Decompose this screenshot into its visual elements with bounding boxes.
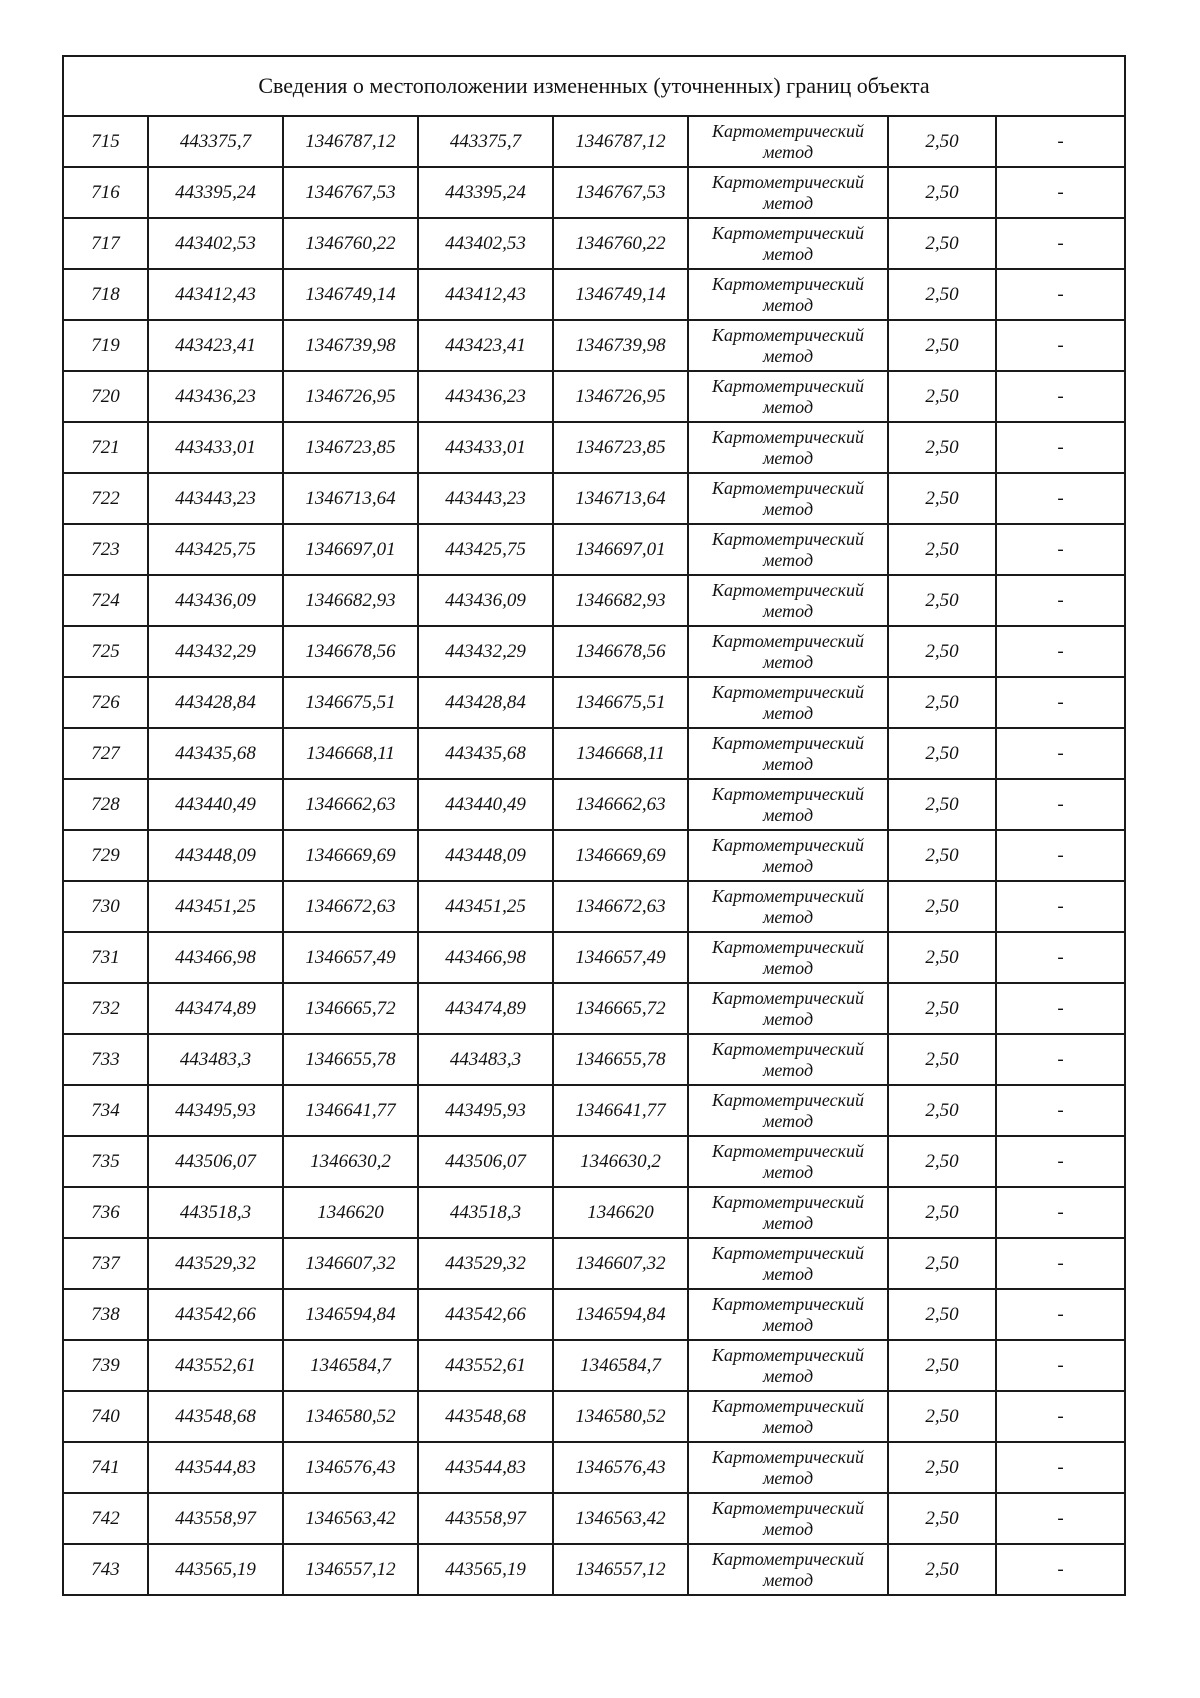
x-refined-cell: 443451,25: [418, 881, 553, 932]
accuracy-cell: 2,50: [888, 422, 996, 473]
note-cell: -: [996, 167, 1125, 218]
y-refined-cell: 1346580,52: [553, 1391, 688, 1442]
x-refined-cell: 443436,09: [418, 575, 553, 626]
x-existing-cell: 443395,24: [148, 167, 283, 218]
accuracy-cell: 2,50: [888, 1238, 996, 1289]
note-cell: -: [996, 1442, 1125, 1493]
x-existing-cell: 443433,01: [148, 422, 283, 473]
y-refined-cell: 1346563,42: [553, 1493, 688, 1544]
x-existing-cell: 443495,93: [148, 1085, 283, 1136]
method-cell: Картометрический метод: [688, 524, 888, 575]
x-refined-cell: 443506,07: [418, 1136, 553, 1187]
note-cell: -: [996, 881, 1125, 932]
y-existing-cell: 1346723,85: [283, 422, 418, 473]
x-refined-cell: 443542,66: [418, 1289, 553, 1340]
y-existing-cell: 1346767,53: [283, 167, 418, 218]
accuracy-cell: 2,50: [888, 218, 996, 269]
table-row: [63, 1340, 1125, 1391]
y-refined-cell: 1346584,7: [553, 1340, 688, 1391]
note-cell: -: [996, 932, 1125, 983]
point-number-cell: 729: [63, 830, 148, 881]
note-cell: -: [996, 983, 1125, 1034]
accuracy-cell: 2,50: [888, 575, 996, 626]
accuracy-cell: 2,50: [888, 1493, 996, 1544]
x-refined-cell: 443412,43: [418, 269, 553, 320]
y-refined-cell: 1346675,51: [553, 677, 688, 728]
point-number-cell: 721: [63, 422, 148, 473]
x-existing-cell: 443548,68: [148, 1391, 283, 1442]
x-refined-cell: 443425,75: [418, 524, 553, 575]
y-refined-cell: 1346726,95: [553, 371, 688, 422]
accuracy-cell: 2,50: [888, 371, 996, 422]
y-existing-cell: 1346576,43: [283, 1442, 418, 1493]
x-refined-cell: 443548,68: [418, 1391, 553, 1442]
point-number-cell: 733: [63, 1034, 148, 1085]
y-existing-cell: 1346713,64: [283, 473, 418, 524]
x-existing-cell: 443443,23: [148, 473, 283, 524]
table-row: [63, 983, 1125, 1034]
note-cell: -: [996, 269, 1125, 320]
y-existing-cell: 1346682,93: [283, 575, 418, 626]
accuracy-cell: 2,50: [888, 626, 996, 677]
note-cell: -: [996, 1391, 1125, 1442]
y-refined-cell: 1346630,2: [553, 1136, 688, 1187]
y-refined-cell: 1346760,22: [553, 218, 688, 269]
method-cell: Картометрический метод: [688, 1136, 888, 1187]
y-refined-cell: 1346749,14: [553, 269, 688, 320]
accuracy-cell: 2,50: [888, 1340, 996, 1391]
table-row: [63, 1034, 1125, 1085]
x-refined-cell: 443448,09: [418, 830, 553, 881]
accuracy-cell: 2,50: [888, 1544, 996, 1595]
x-refined-cell: 443474,89: [418, 983, 553, 1034]
point-number-cell: 720: [63, 371, 148, 422]
note-cell: -: [996, 116, 1125, 167]
method-cell: Картометрический метод: [688, 1289, 888, 1340]
x-existing-cell: 443483,3: [148, 1034, 283, 1085]
point-number-cell: 741: [63, 1442, 148, 1493]
table-row: [63, 728, 1125, 779]
y-refined-cell: 1346697,01: [553, 524, 688, 575]
y-existing-cell: 1346672,63: [283, 881, 418, 932]
table-row: [63, 779, 1125, 830]
y-existing-cell: 1346563,42: [283, 1493, 418, 1544]
method-cell: Картометрический метод: [688, 626, 888, 677]
y-refined-cell: 1346678,56: [553, 626, 688, 677]
x-refined-cell: 443518,3: [418, 1187, 553, 1238]
accuracy-cell: 2,50: [888, 983, 996, 1034]
y-existing-cell: 1346678,56: [283, 626, 418, 677]
y-existing-cell: 1346584,7: [283, 1340, 418, 1391]
y-refined-cell: 1346557,12: [553, 1544, 688, 1595]
point-number-cell: 743: [63, 1544, 148, 1595]
x-existing-cell: 443432,29: [148, 626, 283, 677]
x-existing-cell: 443412,43: [148, 269, 283, 320]
method-cell: Картометрический метод: [688, 1442, 888, 1493]
table-row: [63, 1442, 1125, 1493]
document-page: [62, 55, 1124, 1596]
table-row: [63, 1136, 1125, 1187]
note-cell: -: [996, 218, 1125, 269]
note-cell: -: [996, 371, 1125, 422]
note-cell: -: [996, 524, 1125, 575]
y-existing-cell: 1346580,52: [283, 1391, 418, 1442]
method-cell: Картометрический метод: [688, 116, 888, 167]
note-cell: -: [996, 575, 1125, 626]
table-row: [63, 575, 1125, 626]
x-existing-cell: 443423,41: [148, 320, 283, 371]
x-existing-cell: 443425,75: [148, 524, 283, 575]
method-cell: Картометрический метод: [688, 932, 888, 983]
x-existing-cell: 443375,7: [148, 116, 283, 167]
accuracy-cell: 2,50: [888, 932, 996, 983]
note-cell: -: [996, 830, 1125, 881]
y-existing-cell: 1346697,01: [283, 524, 418, 575]
y-refined-cell: 1346657,49: [553, 932, 688, 983]
y-refined-cell: 1346607,32: [553, 1238, 688, 1289]
accuracy-cell: 2,50: [888, 320, 996, 371]
y-existing-cell: 1346557,12: [283, 1544, 418, 1595]
accuracy-cell: 2,50: [888, 1289, 996, 1340]
method-cell: Картометрический метод: [688, 983, 888, 1034]
accuracy-cell: 2,50: [888, 473, 996, 524]
method-cell: Картометрический метод: [688, 218, 888, 269]
y-refined-cell: 1346576,43: [553, 1442, 688, 1493]
x-existing-cell: 443440,49: [148, 779, 283, 830]
x-refined-cell: 443466,98: [418, 932, 553, 983]
point-number-cell: 734: [63, 1085, 148, 1136]
point-number-cell: 726: [63, 677, 148, 728]
method-cell: Картометрический метод: [688, 830, 888, 881]
method-cell: Картометрический метод: [688, 677, 888, 728]
y-refined-cell: 1346594,84: [553, 1289, 688, 1340]
point-number-cell: 742: [63, 1493, 148, 1544]
point-number-cell: 719: [63, 320, 148, 371]
y-existing-cell: 1346675,51: [283, 677, 418, 728]
x-refined-cell: 443435,68: [418, 728, 553, 779]
accuracy-cell: 2,50: [888, 830, 996, 881]
y-existing-cell: 1346726,95: [283, 371, 418, 422]
accuracy-cell: 2,50: [888, 779, 996, 830]
x-existing-cell: 443518,3: [148, 1187, 283, 1238]
point-number-cell: 736: [63, 1187, 148, 1238]
y-refined-cell: 1346787,12: [553, 116, 688, 167]
point-number-cell: 738: [63, 1289, 148, 1340]
note-cell: -: [996, 1187, 1125, 1238]
x-refined-cell: 443495,93: [418, 1085, 553, 1136]
table-row: [63, 269, 1125, 320]
note-cell: -: [996, 1034, 1125, 1085]
table-row: [63, 677, 1125, 728]
accuracy-cell: 2,50: [888, 1085, 996, 1136]
point-number-cell: 731: [63, 932, 148, 983]
x-existing-cell: 443428,84: [148, 677, 283, 728]
y-refined-cell: 1346668,11: [553, 728, 688, 779]
x-existing-cell: 443448,09: [148, 830, 283, 881]
x-refined-cell: 443402,53: [418, 218, 553, 269]
method-cell: Картометрический метод: [688, 1340, 888, 1391]
y-existing-cell: 1346665,72: [283, 983, 418, 1034]
y-existing-cell: 1346787,12: [283, 116, 418, 167]
x-existing-cell: 443544,83: [148, 1442, 283, 1493]
y-existing-cell: 1346657,49: [283, 932, 418, 983]
x-refined-cell: 443483,3: [418, 1034, 553, 1085]
point-number-cell: 730: [63, 881, 148, 932]
y-existing-cell: 1346739,98: [283, 320, 418, 371]
y-existing-cell: 1346760,22: [283, 218, 418, 269]
point-number-cell: 735: [63, 1136, 148, 1187]
method-cell: Картометрический метод: [688, 1085, 888, 1136]
table-row: [63, 932, 1125, 983]
table-row: [63, 1238, 1125, 1289]
table-row: [63, 1289, 1125, 1340]
table-row: [63, 167, 1125, 218]
y-existing-cell: 1346749,14: [283, 269, 418, 320]
x-existing-cell: 443466,98: [148, 932, 283, 983]
x-refined-cell: 443552,61: [418, 1340, 553, 1391]
y-refined-cell: 1346665,72: [553, 983, 688, 1034]
y-existing-cell: 1346655,78: [283, 1034, 418, 1085]
table-row: [63, 881, 1125, 932]
y-refined-cell: 1346682,93: [553, 575, 688, 626]
x-existing-cell: 443558,97: [148, 1493, 283, 1544]
point-number-cell: 722: [63, 473, 148, 524]
y-existing-cell: 1346620: [283, 1187, 418, 1238]
note-cell: -: [996, 1136, 1125, 1187]
x-refined-cell: 443558,97: [418, 1493, 553, 1544]
y-refined-cell: 1346669,69: [553, 830, 688, 881]
x-refined-cell: 443565,19: [418, 1544, 553, 1595]
y-existing-cell: 1346668,11: [283, 728, 418, 779]
y-refined-cell: 1346655,78: [553, 1034, 688, 1085]
table-row: [63, 1493, 1125, 1544]
y-refined-cell: 1346620: [553, 1187, 688, 1238]
method-cell: Картометрический метод: [688, 1493, 888, 1544]
x-refined-cell: 443395,24: [418, 167, 553, 218]
y-refined-cell: 1346767,53: [553, 167, 688, 218]
note-cell: -: [996, 422, 1125, 473]
y-existing-cell: 1346594,84: [283, 1289, 418, 1340]
accuracy-cell: 2,50: [888, 881, 996, 932]
accuracy-cell: 2,50: [888, 677, 996, 728]
method-cell: Картометрический метод: [688, 1544, 888, 1595]
table-title: Сведения о местоположении измененных (уточненных) границ объекта: [63, 56, 1125, 116]
y-refined-cell: 1346739,98: [553, 320, 688, 371]
point-number-cell: 739: [63, 1340, 148, 1391]
method-cell: Картометрический метод: [688, 269, 888, 320]
point-number-cell: 715: [63, 116, 148, 167]
x-refined-cell: 443544,83: [418, 1442, 553, 1493]
y-existing-cell: 1346669,69: [283, 830, 418, 881]
table-row: [63, 371, 1125, 422]
accuracy-cell: 2,50: [888, 116, 996, 167]
point-number-cell: 740: [63, 1391, 148, 1442]
point-number-cell: 723: [63, 524, 148, 575]
point-number-cell: 728: [63, 779, 148, 830]
note-cell: -: [996, 1493, 1125, 1544]
y-refined-cell: 1346641,77: [553, 1085, 688, 1136]
x-existing-cell: 443451,25: [148, 881, 283, 932]
accuracy-cell: 2,50: [888, 1391, 996, 1442]
accuracy-cell: 2,50: [888, 1187, 996, 1238]
method-cell: Картометрический метод: [688, 1034, 888, 1085]
method-cell: Картометрический метод: [688, 473, 888, 524]
note-cell: -: [996, 1085, 1125, 1136]
x-existing-cell: 443506,07: [148, 1136, 283, 1187]
note-cell: -: [996, 779, 1125, 830]
x-refined-cell: 443433,01: [418, 422, 553, 473]
point-number-cell: 725: [63, 626, 148, 677]
x-existing-cell: 443436,09: [148, 575, 283, 626]
x-existing-cell: 443436,23: [148, 371, 283, 422]
table-row: [63, 473, 1125, 524]
y-existing-cell: 1346641,77: [283, 1085, 418, 1136]
x-existing-cell: 443552,61: [148, 1340, 283, 1391]
point-number-cell: 737: [63, 1238, 148, 1289]
x-existing-cell: 443474,89: [148, 983, 283, 1034]
x-refined-cell: 443443,23: [418, 473, 553, 524]
x-existing-cell: 443565,19: [148, 1544, 283, 1595]
method-cell: Картометрический метод: [688, 422, 888, 473]
x-refined-cell: 443375,7: [418, 116, 553, 167]
x-refined-cell: 443440,49: [418, 779, 553, 830]
table-row: [63, 626, 1125, 677]
point-number-cell: 732: [63, 983, 148, 1034]
method-cell: Картометрический метод: [688, 167, 888, 218]
note-cell: -: [996, 728, 1125, 779]
point-number-cell: 727: [63, 728, 148, 779]
note-cell: -: [996, 1238, 1125, 1289]
y-existing-cell: 1346662,63: [283, 779, 418, 830]
x-existing-cell: 443435,68: [148, 728, 283, 779]
table-row: [63, 1544, 1125, 1595]
point-number-cell: 717: [63, 218, 148, 269]
note-cell: -: [996, 677, 1125, 728]
accuracy-cell: 2,50: [888, 1136, 996, 1187]
x-refined-cell: 443423,41: [418, 320, 553, 371]
y-refined-cell: 1346672,63: [553, 881, 688, 932]
method-cell: Картометрический метод: [688, 881, 888, 932]
table-row: [63, 524, 1125, 575]
method-cell: Картометрический метод: [688, 1391, 888, 1442]
table-row: [63, 320, 1125, 371]
point-number-cell: 716: [63, 167, 148, 218]
point-number-cell: 718: [63, 269, 148, 320]
note-cell: -: [996, 1340, 1125, 1391]
x-existing-cell: 443542,66: [148, 1289, 283, 1340]
y-refined-cell: 1346662,63: [553, 779, 688, 830]
method-cell: Картометрический метод: [688, 1187, 888, 1238]
table-row: [63, 1085, 1125, 1136]
x-existing-cell: 443529,32: [148, 1238, 283, 1289]
table-row: [63, 422, 1125, 473]
point-number-cell: 724: [63, 575, 148, 626]
table-row: [63, 1187, 1125, 1238]
table-title-row: [63, 56, 1125, 116]
y-existing-cell: 1346607,32: [283, 1238, 418, 1289]
note-cell: -: [996, 320, 1125, 371]
method-cell: Картометрический метод: [688, 1238, 888, 1289]
y-refined-cell: 1346723,85: [553, 422, 688, 473]
boundary-coordinates-table: [62, 55, 1126, 1596]
method-cell: Картометрический метод: [688, 371, 888, 422]
x-refined-cell: 443428,84: [418, 677, 553, 728]
note-cell: -: [996, 1544, 1125, 1595]
accuracy-cell: 2,50: [888, 167, 996, 218]
x-refined-cell: 443432,29: [418, 626, 553, 677]
method-cell: Картометрический метод: [688, 728, 888, 779]
note-cell: -: [996, 473, 1125, 524]
accuracy-cell: 2,50: [888, 1034, 996, 1085]
accuracy-cell: 2,50: [888, 524, 996, 575]
accuracy-cell: 2,50: [888, 1442, 996, 1493]
y-refined-cell: 1346713,64: [553, 473, 688, 524]
method-cell: Картометрический метод: [688, 320, 888, 371]
method-cell: Картометрический метод: [688, 575, 888, 626]
accuracy-cell: 2,50: [888, 728, 996, 779]
x-refined-cell: 443529,32: [418, 1238, 553, 1289]
table-row: [63, 830, 1125, 881]
table-row: [63, 1391, 1125, 1442]
note-cell: -: [996, 626, 1125, 677]
accuracy-cell: 2,50: [888, 269, 996, 320]
x-existing-cell: 443402,53: [148, 218, 283, 269]
table-row: [63, 218, 1125, 269]
y-existing-cell: 1346630,2: [283, 1136, 418, 1187]
note-cell: -: [996, 1289, 1125, 1340]
x-refined-cell: 443436,23: [418, 371, 553, 422]
table-row: [63, 116, 1125, 167]
method-cell: Картометрический метод: [688, 779, 888, 830]
